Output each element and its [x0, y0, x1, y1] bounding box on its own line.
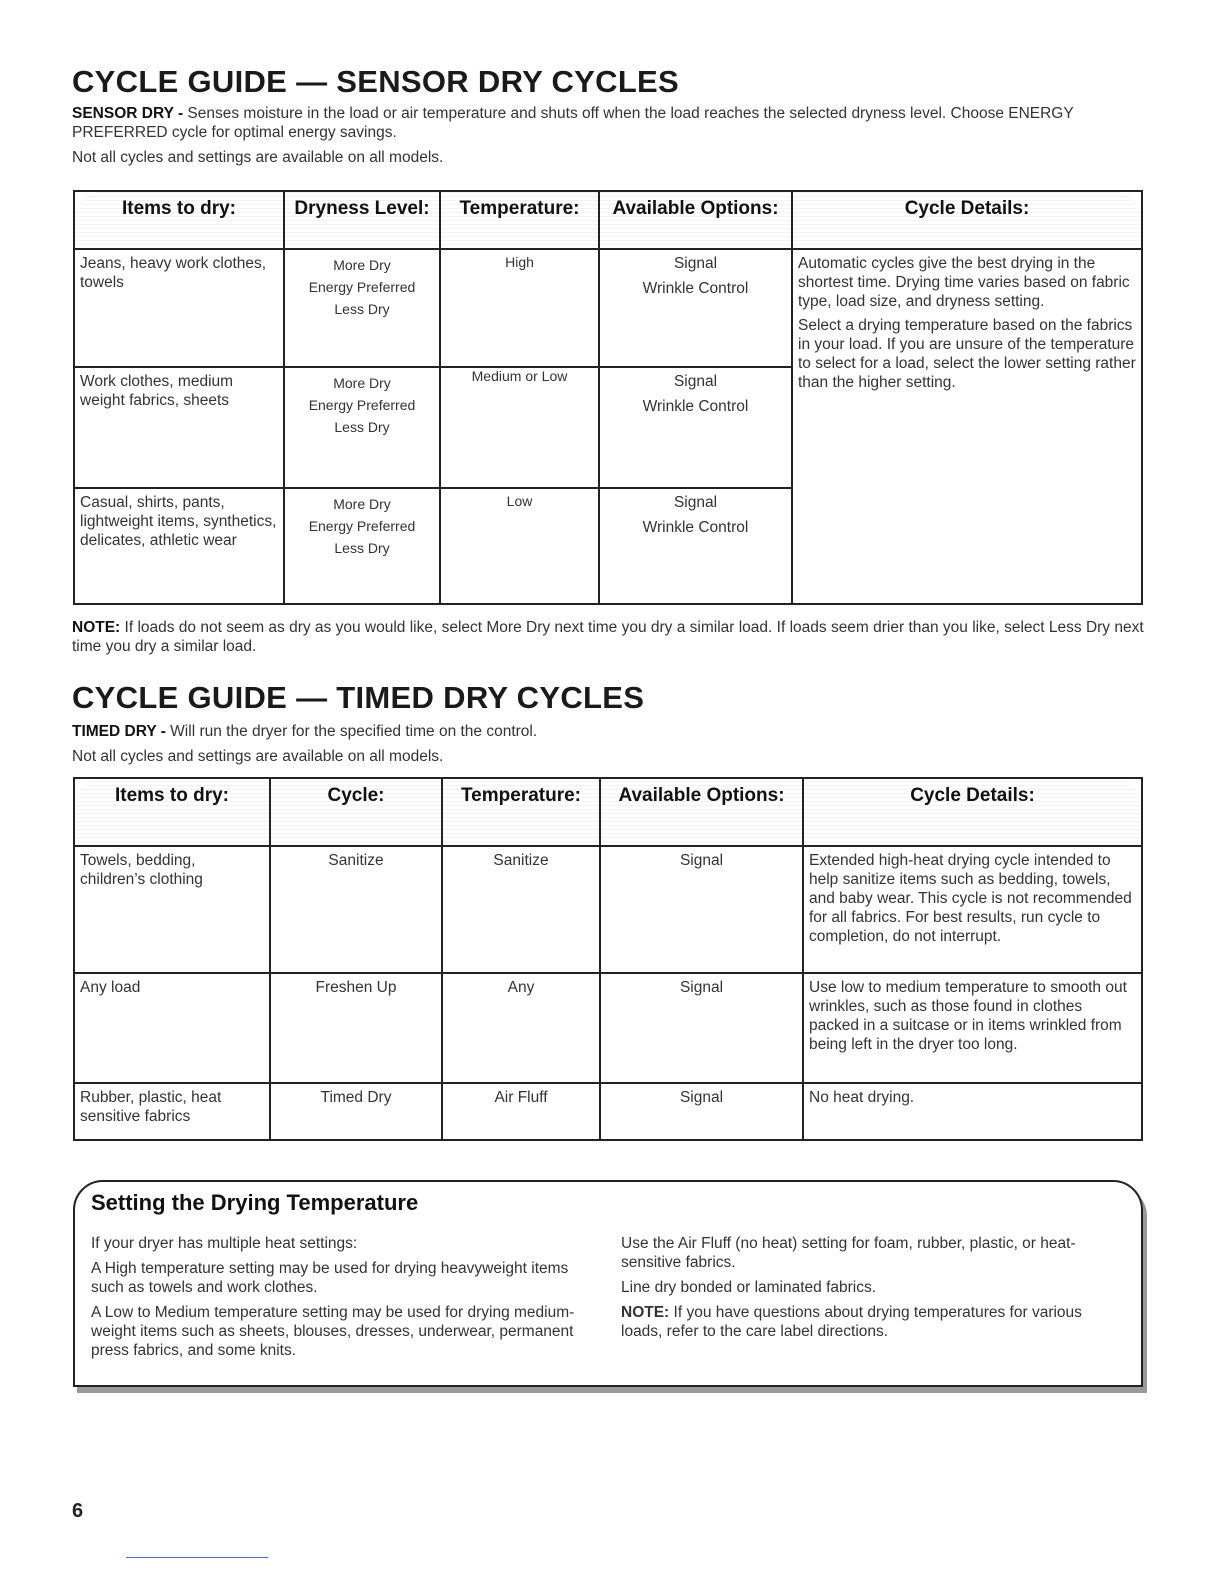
- details-para: Automatic cycles give the best drying in the shortest time. Drying time varies based on fabric type, load size, and dryness setting.: [798, 255, 1130, 310]
- items-cell: Casual, shirts, pants, lightweight items, synthetics, delicates, athletic wear: [74, 488, 284, 604]
- temp-cell: Medium or Low: [440, 367, 599, 488]
- option: Wrinkle Control: [642, 280, 749, 297]
- option: Signal: [673, 255, 718, 272]
- temperature-left-column: [91, 1234, 601, 1366]
- dryness: Energy Preferred: [308, 397, 416, 413]
- timed-intro: [72, 722, 1152, 741]
- timed-availability: Not all cycles and settings are available on all models.: [72, 748, 444, 765]
- options-cell: [599, 488, 792, 604]
- options-cell: Signal: [600, 1083, 803, 1140]
- dryness: More Dry: [333, 496, 391, 512]
- page-number: 6: [72, 1500, 84, 1522]
- options-cell: [599, 249, 792, 367]
- temp-cell: Low: [440, 488, 599, 604]
- note-label: NOTE:: [621, 1304, 670, 1321]
- table-row: [74, 249, 1142, 367]
- sensor-header-dryness: Dryness Level:: [284, 191, 440, 249]
- timed-title: CYCLE GUIDE — TIMED DRY CYCLES: [72, 680, 645, 715]
- sensor-header-items: Items to dry:: [74, 191, 284, 249]
- details-cell: Extended high-heat drying cycle intended to help sanitize items such as bedding, towels, and baby wear. This cycle is not recommended for all fabrics. For best results, run cycle to completion, do not interrupt.: [803, 846, 1142, 973]
- dryness: More Dry: [333, 257, 391, 273]
- note-label: NOTE:: [72, 619, 121, 636]
- cycle-cell: Sanitize: [270, 846, 442, 973]
- sensor-header-options: Available Options:: [599, 191, 792, 249]
- details-cell: No heat drying.: [803, 1083, 1142, 1140]
- options-cell: Signal: [600, 846, 803, 973]
- details-para: Select a drying temperature based on the fabrics in your load. If you are unsure of the temperature to select for a load, select the lower setting rather than the higher setting.: [798, 317, 1136, 391]
- option: Wrinkle Control: [642, 398, 749, 415]
- sensor-title: CYCLE GUIDE — SENSOR DRY CYCLES: [72, 64, 680, 99]
- sensor-intro-label: SENSOR DRY -: [72, 105, 184, 122]
- temperature-para: If your dryer has multiple heat settings:: [91, 1235, 358, 1252]
- dryness: Less Dry: [334, 301, 390, 317]
- dryness-cell: [284, 249, 440, 367]
- timed-header-temp: Temperature:: [442, 778, 600, 846]
- note-text: If loads do not seem as dry as you would like, select More Dry next time you dry a similar load. If loads seem drier than you like, select Less Dry next time you dry a similar load.: [72, 619, 1144, 655]
- temperature-para: Use the Air Fluff (no heat) setting for foam, rubber, plastic, or heat-sensitive fabrics.: [621, 1235, 1076, 1271]
- sensor-availability: Not all cycles and settings are available on all models.: [72, 149, 444, 166]
- details-cell: Use low to medium temperature to smooth out wrinkles, such as those found in clothes packed in a suitcase or in items wrinkled from being left in the dryer too long.: [803, 973, 1142, 1083]
- timed-intro-text: Will run the dryer for the specified time on the control.: [165, 723, 538, 740]
- timed-header-details: Cycle Details:: [803, 778, 1142, 846]
- items-cell: Jeans, heavy work clothes, towels: [74, 249, 284, 367]
- options-cell: [599, 367, 792, 488]
- timed-header-options: Available Options:: [600, 778, 803, 846]
- sensor-intro: [72, 104, 1152, 142]
- dryness: Energy Preferred: [308, 279, 416, 295]
- sensor-intro-text: Senses moisture in the load or air temperature and shuts off when the load reaches the selected dryness level. Choose ENERGY PREFERRED cycle for optimal energy savings.: [72, 105, 1074, 141]
- temperature-para: A High temperature setting may be used for drying heavyweight items such as towels and work clothes.: [91, 1260, 569, 1296]
- timed-header-cycle: Cycle:: [270, 778, 442, 846]
- dryness: Energy Preferred: [308, 518, 416, 534]
- dryness-cell: [284, 488, 440, 604]
- temperature-right-column: [621, 1234, 1121, 1347]
- timed-intro-label: TIMED DRY -: [72, 723, 166, 740]
- options-cell: Signal: [600, 973, 803, 1083]
- details-cell: [792, 249, 1142, 604]
- cycle-cell: Freshen Up: [270, 973, 442, 1083]
- items-cell: Towels, bedding, children’s clothing: [74, 846, 270, 973]
- items-cell: Rubber, plastic, heat sensitive fabrics: [74, 1083, 270, 1140]
- sensor-note: [72, 618, 1152, 656]
- dryness: Less Dry: [334, 540, 390, 556]
- sensor-header-temp: Temperature:: [440, 191, 599, 249]
- temperature-note: [621, 1303, 1121, 1341]
- cycle-cell: Timed Dry: [270, 1083, 442, 1140]
- temperature-box: [73, 1180, 1143, 1387]
- table-row: [74, 973, 1142, 1083]
- note-text: If you have questions about drying temperatures for various loads, refer to the care label directions.: [621, 1304, 1082, 1340]
- sensor-table: [73, 190, 1143, 605]
- option: Wrinkle Control: [642, 519, 749, 536]
- temp-cell: High: [440, 249, 599, 367]
- dryness: Less Dry: [334, 419, 390, 435]
- temp-cell: Sanitize: [442, 846, 600, 973]
- timed-table: [73, 777, 1143, 1141]
- footer-rule: [126, 1557, 268, 1558]
- option: Signal: [673, 373, 718, 390]
- temperature-para: Line dry bonded or laminated fabrics.: [621, 1279, 877, 1296]
- dryness: More Dry: [333, 375, 391, 391]
- option: Signal: [673, 494, 718, 511]
- items-cell: Any load: [74, 973, 270, 1083]
- timed-header-items: Items to dry:: [74, 778, 270, 846]
- temperature-para: A Low to Medium temperature setting may be used for drying medium-weight items such as sheets, blouses, dresses, underwear, permanent press fabrics, and some knits.: [91, 1304, 575, 1359]
- dryness-cell: [284, 367, 440, 488]
- temp-cell: Air Fluff: [442, 1083, 600, 1140]
- temp-cell: Any: [442, 973, 600, 1083]
- table-row: [74, 846, 1142, 973]
- sensor-header-details: Cycle Details:: [792, 191, 1142, 249]
- temperature-title: Setting the Drying Temperature: [91, 1190, 419, 1215]
- items-cell: Work clothes, medium weight fabrics, sheets: [74, 367, 284, 488]
- table-row: [74, 1083, 1142, 1140]
